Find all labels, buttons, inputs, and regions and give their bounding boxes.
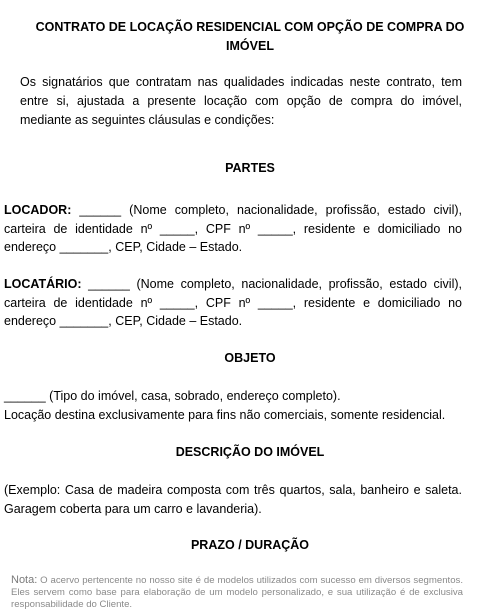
objeto-line-2: Locação destina exclusivamente para fins não comerciais, somente residencial. bbox=[4, 408, 446, 422]
document-title: CONTRATO DE LOCAÇÃO RESIDENCIAL COM OPÇÃO DE COMPRA DO IMÓVEL bbox=[35, 20, 465, 53]
note-text: O acervo pertencente no nosso site é de modelos utilizados com sucesso em diversos segmentos. Eles servem como base para elaboração de um modelo personalizado, e sua utilização é de exclusiva responsabilidade do Cliente. bbox=[11, 575, 463, 610]
locatario-paragraph bbox=[4, 275, 462, 331]
section-heading-prazo: PRAZO / DURAÇÃO bbox=[190, 538, 310, 552]
descricao-paragraph: (Exemplo: Casa de madeira composta com três quartos, sala, banheiro e saleta. Garagem coberta para um carro e lavanderia). bbox=[4, 483, 462, 516]
locatario-label: LOCATÁRIO: bbox=[4, 277, 82, 291]
note-label: Nota: bbox=[11, 574, 38, 586]
objeto-line-1: ______ (Tipo do imóvel, casa, sobrado, endereço completo). bbox=[4, 389, 341, 403]
locador-text: ______ (Nome completo, nacionalidade, profissão, estado civil), carteira de identidade nº _____, CPF nº _____, residente e domiciliado no endereço _______, CEP, Cidade – Estado. bbox=[4, 203, 462, 254]
locador-label: LOCADOR: bbox=[4, 203, 72, 217]
section-heading-objeto: OBJETO bbox=[224, 351, 276, 365]
section-heading-descricao: DESCRIÇÃO DO IMÓVEL bbox=[175, 445, 325, 459]
intro-paragraph: Os signatários que contratam nas qualidades indicadas neste contrato, tem entre si, ajustada a presente locação com opção de compra do imóvel, mediante as seguintes cláusulas e condições: bbox=[20, 75, 462, 127]
locatario-text: ______ (Nome completo, nacionalidade, profissão, estado civil), carteira de identidade nº _____, CPF nº _____, residente e domiciliado no endereço _______, CEP, Cidade – Estado. bbox=[4, 277, 462, 328]
disclaimer-note bbox=[11, 574, 463, 610]
locador-paragraph bbox=[4, 201, 462, 257]
section-heading-partes: PARTES bbox=[225, 161, 275, 175]
